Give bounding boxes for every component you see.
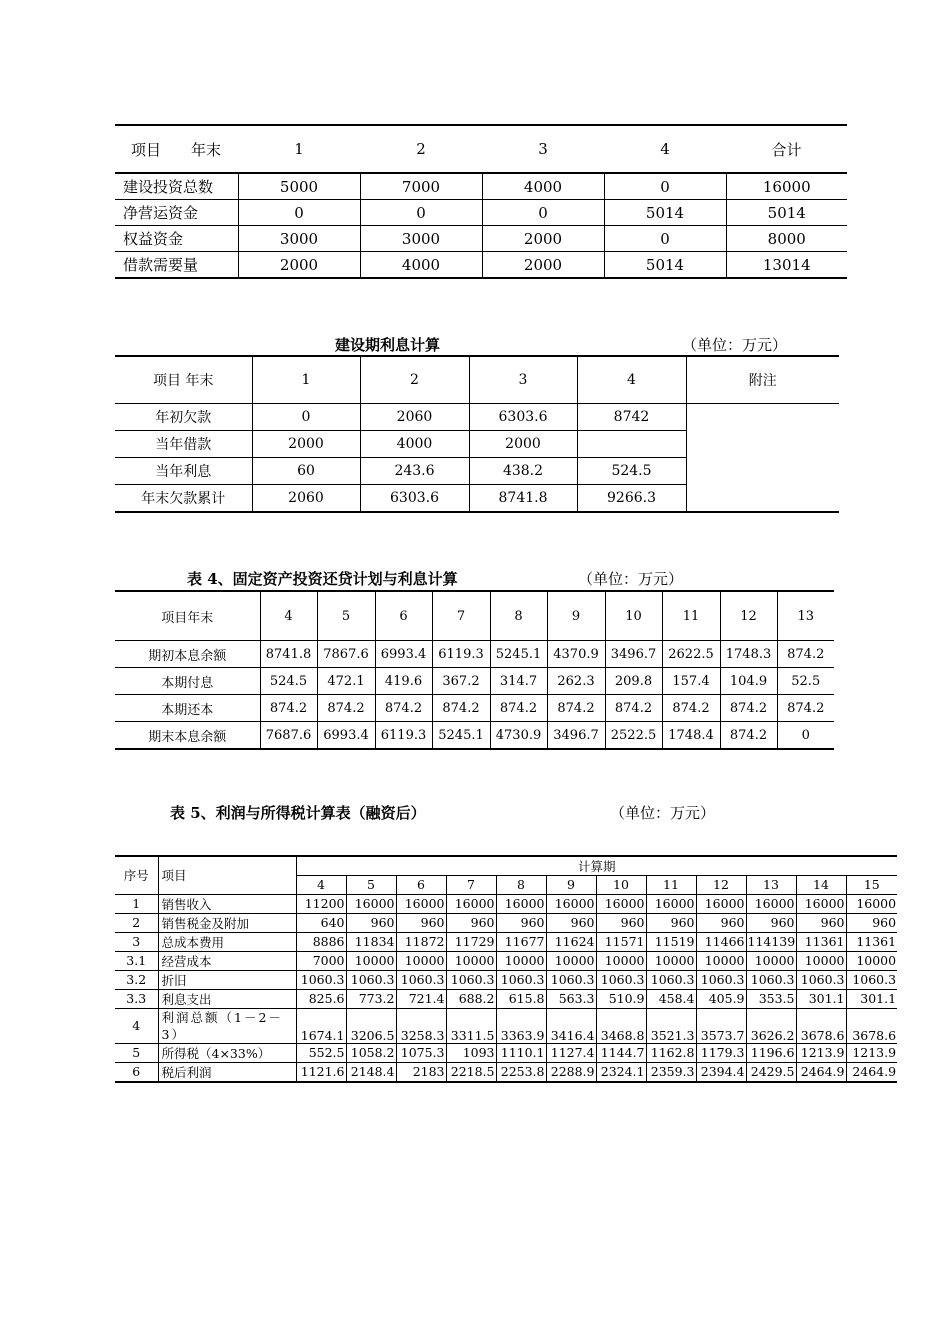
row-item: 总成本费用 — [158, 932, 296, 951]
table-row — [115, 989, 897, 1008]
table-cell: 52.5 — [777, 668, 834, 695]
table-cell: 10000 — [746, 951, 796, 970]
table-cell: 6303.6 — [360, 485, 469, 513]
table-cell: 1060.3 — [846, 970, 897, 989]
period-header-cell: 4 — [296, 876, 346, 895]
table-cell: 11519 — [646, 932, 696, 951]
table-cell: 16000 — [846, 894, 897, 913]
table-cell: 1127.4 — [546, 1043, 596, 1062]
header-cell: 1 — [238, 125, 360, 173]
row-label: 当年借款 — [115, 431, 252, 458]
table-cell: 874.2 — [777, 695, 834, 722]
table-cell: 874.2 — [490, 695, 547, 722]
table-row — [115, 951, 897, 970]
table-cell: 10000 — [846, 951, 897, 970]
table-cell: 11677 — [496, 932, 546, 951]
table-cell: 2218.5 — [446, 1062, 496, 1082]
table-cell: 688.2 — [446, 989, 496, 1008]
table-cell: 874.2 — [317, 695, 375, 722]
table-cell: 5014 — [604, 200, 726, 226]
table-cell: 874.2 — [547, 695, 605, 722]
row-label: 当年利息 — [115, 458, 252, 485]
table-cell: 6303.6 — [469, 404, 577, 431]
table-cell: 3206.5 — [346, 1008, 396, 1043]
table-cell: 438.2 — [469, 458, 577, 485]
table-cell: 2288.9 — [546, 1062, 596, 1082]
table-cell: 353.5 — [746, 989, 796, 1008]
period-header-cell: 5 — [346, 876, 396, 895]
table-cell: 16000 — [346, 894, 396, 913]
table-cell: 8000 — [726, 226, 847, 252]
table-cell: 11872 — [396, 932, 446, 951]
row-label: 年初欠款 — [115, 404, 252, 431]
row-seq: 3 — [115, 932, 158, 951]
table-cell: 874.2 — [432, 695, 490, 722]
table-cell: 0 — [238, 200, 360, 226]
header-cell: 6 — [375, 591, 432, 641]
table5-unit: （单位：万元） — [610, 804, 716, 822]
table-row — [115, 1043, 897, 1062]
period-header-cell: 9 — [546, 876, 596, 895]
header-cell: 项目 年末 — [115, 356, 252, 404]
table-cell: 2183 — [396, 1062, 446, 1082]
table-cell: 960 — [346, 913, 396, 932]
table2-unit: （单位：万元） — [682, 336, 788, 354]
table-header-row — [115, 356, 839, 404]
table-cell: 1162.8 — [646, 1043, 696, 1062]
table-cell: 1060.3 — [546, 970, 596, 989]
table-cell: 1075.3 — [396, 1043, 446, 1062]
header-cell: 10 — [605, 591, 662, 641]
table-row — [115, 695, 834, 722]
table-cell: 2253.8 — [496, 1062, 546, 1082]
note-cell — [686, 404, 839, 513]
table-cell: 2000 — [238, 252, 360, 279]
table-cell: 640 — [296, 913, 346, 932]
row-label: 年末欠款累计 — [115, 485, 252, 513]
table-cell: 16000 — [746, 894, 796, 913]
table-cell: 2324.1 — [596, 1062, 646, 1082]
header-cell: 4 — [577, 356, 686, 404]
table-cell: 1060.3 — [746, 970, 796, 989]
table-cell: 1674.1 — [296, 1008, 346, 1043]
table-cell: 10000 — [696, 951, 746, 970]
table-cell: 1060.3 — [646, 970, 696, 989]
table-cell: 209.8 — [605, 668, 662, 695]
header-cell: 1 — [252, 356, 360, 404]
row-seq: 4 — [115, 1008, 158, 1043]
table-cell: 301.1 — [796, 989, 846, 1008]
period-header-cell: 8 — [496, 876, 546, 895]
table-cell: 2464.9 — [796, 1062, 846, 1082]
table-row — [115, 404, 839, 431]
table-cell: 13014 — [726, 252, 847, 279]
row-item: 折旧 — [158, 970, 296, 989]
row-seq: 6 — [115, 1062, 158, 1082]
table-cell: 11834 — [346, 932, 396, 951]
table-cell: 1213.9 — [846, 1043, 897, 1062]
table-cell: 960 — [396, 913, 446, 932]
table-cell: 1060.3 — [796, 970, 846, 989]
table-row — [115, 173, 847, 200]
header-cell: 3 — [469, 356, 577, 404]
table-cell: 552.5 — [296, 1043, 346, 1062]
table-cell: 458.4 — [646, 989, 696, 1008]
table-cell: 8742 — [577, 404, 686, 431]
table-cell: 960 — [496, 913, 546, 932]
header-cell: 11 — [662, 591, 720, 641]
table-cell: 7687.6 — [260, 722, 317, 750]
period-header-cell: 13 — [746, 876, 796, 895]
table-cell: 104.9 — [720, 668, 777, 695]
table-cell: 874.2 — [375, 695, 432, 722]
table-cell: 11466 — [696, 932, 746, 951]
row-label: 权益资金 — [115, 226, 238, 252]
table-row — [115, 200, 847, 226]
table-cell: 721.4 — [396, 989, 446, 1008]
table-cell: 11361 — [846, 932, 897, 951]
period-header-cell: 7 — [446, 876, 496, 895]
table-cell: 10000 — [496, 951, 546, 970]
header-cell: 7 — [432, 591, 490, 641]
table-header-row — [115, 856, 897, 876]
table-cell: 1179.3 — [696, 1043, 746, 1062]
table5-title: 表 5、利润与所得税计算表（融资后） — [170, 804, 426, 822]
row-item: 税后利润 — [158, 1062, 296, 1082]
construction-interest-table — [115, 355, 839, 513]
table-cell: 2464.9 — [846, 1062, 897, 1082]
row-seq: 3.2 — [115, 970, 158, 989]
row-seq: 3.1 — [115, 951, 158, 970]
row-label: 借款需要量 — [115, 252, 238, 279]
table-cell: 11361 — [796, 932, 846, 951]
repayment-plan-table — [115, 590, 834, 750]
table-cell: 3258.3 — [396, 1008, 446, 1043]
table-cell: 7000 — [296, 951, 346, 970]
period-header-cell: 15 — [846, 876, 897, 895]
table-cell: 1748.3 — [720, 641, 777, 668]
table-row — [115, 1062, 897, 1082]
table-cell: 563.3 — [546, 989, 596, 1008]
header-item: 项目 — [158, 856, 296, 894]
table-cell: 510.9 — [596, 989, 646, 1008]
table-cell: 301.1 — [846, 989, 897, 1008]
table-cell: 10000 — [396, 951, 446, 970]
table-cell: 1110.1 — [496, 1043, 546, 1062]
table-cell: 615.8 — [496, 989, 546, 1008]
table-cell: 3000 — [360, 226, 482, 252]
table-cell: 16000 — [396, 894, 446, 913]
table2-title: 建设期利息计算 — [335, 336, 441, 354]
table-cell: 773.2 — [346, 989, 396, 1008]
table-cell: 1060.3 — [496, 970, 546, 989]
table-cell: 874.2 — [605, 695, 662, 722]
table-cell: 11571 — [596, 932, 646, 951]
table-cell: 10000 — [646, 951, 696, 970]
header-cell: 项目 年末 — [115, 125, 238, 173]
table-cell: 16000 — [726, 173, 847, 200]
row-item: 利润总额（1－2－3） — [158, 1008, 296, 1043]
table-cell: 8741.8 — [469, 485, 577, 513]
table-cell: 10000 — [346, 951, 396, 970]
table-cell: 960 — [846, 913, 897, 932]
table-cell: 2148.4 — [346, 1062, 396, 1082]
header-cell: 9 — [547, 591, 605, 641]
table-cell: 5014 — [726, 200, 847, 226]
table3-unit: （单位：万元） — [578, 570, 684, 588]
row-item: 经营成本 — [158, 951, 296, 970]
table-row — [115, 913, 897, 932]
table-cell: 1121.6 — [296, 1062, 346, 1082]
header-cell: 2 — [360, 356, 469, 404]
header-cell: 12 — [720, 591, 777, 641]
table-cell: 3496.7 — [605, 641, 662, 668]
table-cell: 3311.5 — [446, 1008, 496, 1043]
row-seq: 3.3 — [115, 989, 158, 1008]
table-cell: 11729 — [446, 932, 496, 951]
profit-tax-table — [115, 855, 897, 1083]
table-cell: 2522.5 — [605, 722, 662, 750]
table-cell: 3521.3 — [646, 1008, 696, 1043]
table-cell: 1058.2 — [346, 1043, 396, 1062]
period-header-cell: 11 — [646, 876, 696, 895]
table-cell: 1196.6 — [746, 1043, 796, 1062]
table-cell: 2359.3 — [646, 1062, 696, 1082]
table-cell: 9266.3 — [577, 485, 686, 513]
row-label: 净营运资金 — [115, 200, 238, 226]
table-cell: 960 — [746, 913, 796, 932]
table-cell: 874.2 — [662, 695, 720, 722]
table-cell: 2060 — [252, 485, 360, 513]
table-cell: 0 — [360, 200, 482, 226]
table-cell: 1060.3 — [696, 970, 746, 989]
table-cell: 1060.3 — [596, 970, 646, 989]
table-cell: 10000 — [546, 951, 596, 970]
period-header-cell: 12 — [696, 876, 746, 895]
row-item: 销售税金及附加 — [158, 913, 296, 932]
table-cell: 16000 — [446, 894, 496, 913]
table-cell: 8741.8 — [260, 641, 317, 668]
table-cell: 405.9 — [696, 989, 746, 1008]
table-cell: 3626.2 — [746, 1008, 796, 1043]
table-cell: 5014 — [604, 252, 726, 279]
table-cell: 10000 — [796, 951, 846, 970]
table-cell: 16000 — [596, 894, 646, 913]
table-cell: 0 — [252, 404, 360, 431]
table-cell: 0 — [604, 226, 726, 252]
row-label: 本期付息 — [115, 668, 260, 695]
row-seq: 1 — [115, 894, 158, 913]
table3-title: 表 4、固定资产投资还贷计划与利息计算 — [187, 570, 458, 588]
header-cell: 13 — [777, 591, 834, 641]
header-cell: 2 — [360, 125, 482, 173]
table-row — [115, 970, 897, 989]
table-cell: 16000 — [496, 894, 546, 913]
table-cell: 472.1 — [317, 668, 375, 695]
table-cell: 419.6 — [375, 668, 432, 695]
table-cell: 16000 — [696, 894, 746, 913]
table-cell: 7867.6 — [317, 641, 375, 668]
table-cell: 3468.8 — [596, 1008, 646, 1043]
header-cell: 4 — [260, 591, 317, 641]
table-cell: 0 — [604, 173, 726, 200]
table-cell: 4000 — [482, 173, 604, 200]
header-cell: 5 — [317, 591, 375, 641]
table-cell: 11200 — [296, 894, 346, 913]
table-cell: 243.6 — [360, 458, 469, 485]
table-cell: 4370.9 — [547, 641, 605, 668]
header-cell-note: 附注 — [686, 356, 839, 404]
header-seq: 序号 — [115, 856, 158, 894]
table-cell: 11624 — [546, 932, 596, 951]
table-cell: 960 — [546, 913, 596, 932]
header-cell: 合计 — [726, 125, 847, 173]
table-cell: 874.2 — [260, 695, 317, 722]
table-cell: 2060 — [360, 404, 469, 431]
header-cell: 3 — [482, 125, 604, 173]
table-header-row — [115, 591, 834, 641]
table-cell: 2000 — [469, 431, 577, 458]
header-cell: 4 — [604, 125, 726, 173]
table-cell: 1093 — [446, 1043, 496, 1062]
table-cell: 1060.3 — [446, 970, 496, 989]
table-cell: 3416.4 — [546, 1008, 596, 1043]
table-cell: 825.6 — [296, 989, 346, 1008]
table-cell: 6119.3 — [375, 722, 432, 750]
table-cell: 2000 — [252, 431, 360, 458]
table-header-row — [115, 125, 847, 173]
table-cell: 262.3 — [547, 668, 605, 695]
table-cell: 4730.9 — [490, 722, 547, 750]
period-header-cell: 6 — [396, 876, 446, 895]
table-cell: 2622.5 — [662, 641, 720, 668]
table-cell: 874.2 — [777, 641, 834, 668]
row-seq: 5 — [115, 1043, 158, 1062]
table-cell: 1748.4 — [662, 722, 720, 750]
table-cell: 3363.9 — [496, 1008, 546, 1043]
header-cell: 8 — [490, 591, 547, 641]
row-label: 建设投资总数 — [115, 173, 238, 200]
table-cell: 314.7 — [490, 668, 547, 695]
table-cell: 1144.7 — [596, 1043, 646, 1062]
table-cell: 960 — [446, 913, 496, 932]
table-cell: 0 — [482, 200, 604, 226]
table-cell: 1060.3 — [296, 970, 346, 989]
period-header-cell: 10 — [596, 876, 646, 895]
table-cell: 1060.3 — [396, 970, 446, 989]
row-label: 本期还本 — [115, 695, 260, 722]
table-cell: 0 — [777, 722, 834, 750]
table-cell: 5245.1 — [432, 722, 490, 750]
table-cell: 5245.1 — [490, 641, 547, 668]
table-cell: 4000 — [360, 252, 482, 279]
table-row — [115, 894, 897, 913]
table-row — [115, 252, 847, 279]
table-cell: 8886 — [296, 932, 346, 951]
table-cell: 3678.6 — [846, 1008, 897, 1043]
row-item: 销售收入 — [158, 894, 296, 913]
investment-financing-table — [115, 124, 847, 279]
table-row — [115, 1008, 897, 1043]
table-cell: 524.5 — [577, 458, 686, 485]
table-row — [115, 722, 834, 750]
table-cell: 6119.3 — [432, 641, 490, 668]
table-cell: 157.4 — [662, 668, 720, 695]
table-cell: 524.5 — [260, 668, 317, 695]
table-cell: 2394.4 — [696, 1062, 746, 1082]
table-cell: 874.2 — [720, 695, 777, 722]
table-row — [115, 226, 847, 252]
table-cell: 3000 — [238, 226, 360, 252]
table-cell: 3573.7 — [696, 1008, 746, 1043]
table-cell: 2000 — [482, 226, 604, 252]
row-item: 利息支出 — [158, 989, 296, 1008]
table-cell: 960 — [696, 913, 746, 932]
row-label: 期末本息余额 — [115, 722, 260, 750]
table-cell: 5000 — [238, 173, 360, 200]
table-cell: 2000 — [482, 252, 604, 279]
table-cell: 2429.5 — [746, 1062, 796, 1082]
row-label: 期初本息余额 — [115, 641, 260, 668]
table-cell: 7000 — [360, 173, 482, 200]
period-header-cell: 14 — [796, 876, 846, 895]
table-cell: 874.2 — [720, 722, 777, 750]
table-cell: 6993.4 — [375, 641, 432, 668]
table-cell: 60 — [252, 458, 360, 485]
table-cell: 960 — [646, 913, 696, 932]
table-cell: 10000 — [596, 951, 646, 970]
row-seq: 2 — [115, 913, 158, 932]
table-cell: 960 — [796, 913, 846, 932]
table-cell: 367.2 — [432, 668, 490, 695]
table-cell: 3496.7 — [547, 722, 605, 750]
table-row — [115, 641, 834, 668]
table-cell: 16000 — [796, 894, 846, 913]
table-cell: 114139 — [747, 934, 796, 949]
row-item: 所得税（4×33%） — [158, 1043, 296, 1062]
table-cell — [577, 431, 686, 458]
table-cell: 6993.4 — [317, 722, 375, 750]
table-cell: 4000 — [360, 431, 469, 458]
table-cell: 960 — [596, 913, 646, 932]
table-row — [115, 668, 834, 695]
header-period-label: 计算期 — [296, 856, 897, 876]
header-cell: 项目年末 — [115, 591, 260, 641]
table-row — [115, 932, 897, 951]
table-cell: 10000 — [446, 951, 496, 970]
table-cell: 3678.6 — [796, 1008, 846, 1043]
table-cell: 1213.9 — [796, 1043, 846, 1062]
table-cell: 1060.3 — [346, 970, 396, 989]
table-cell: 16000 — [546, 894, 596, 913]
table-cell: 16000 — [646, 894, 696, 913]
